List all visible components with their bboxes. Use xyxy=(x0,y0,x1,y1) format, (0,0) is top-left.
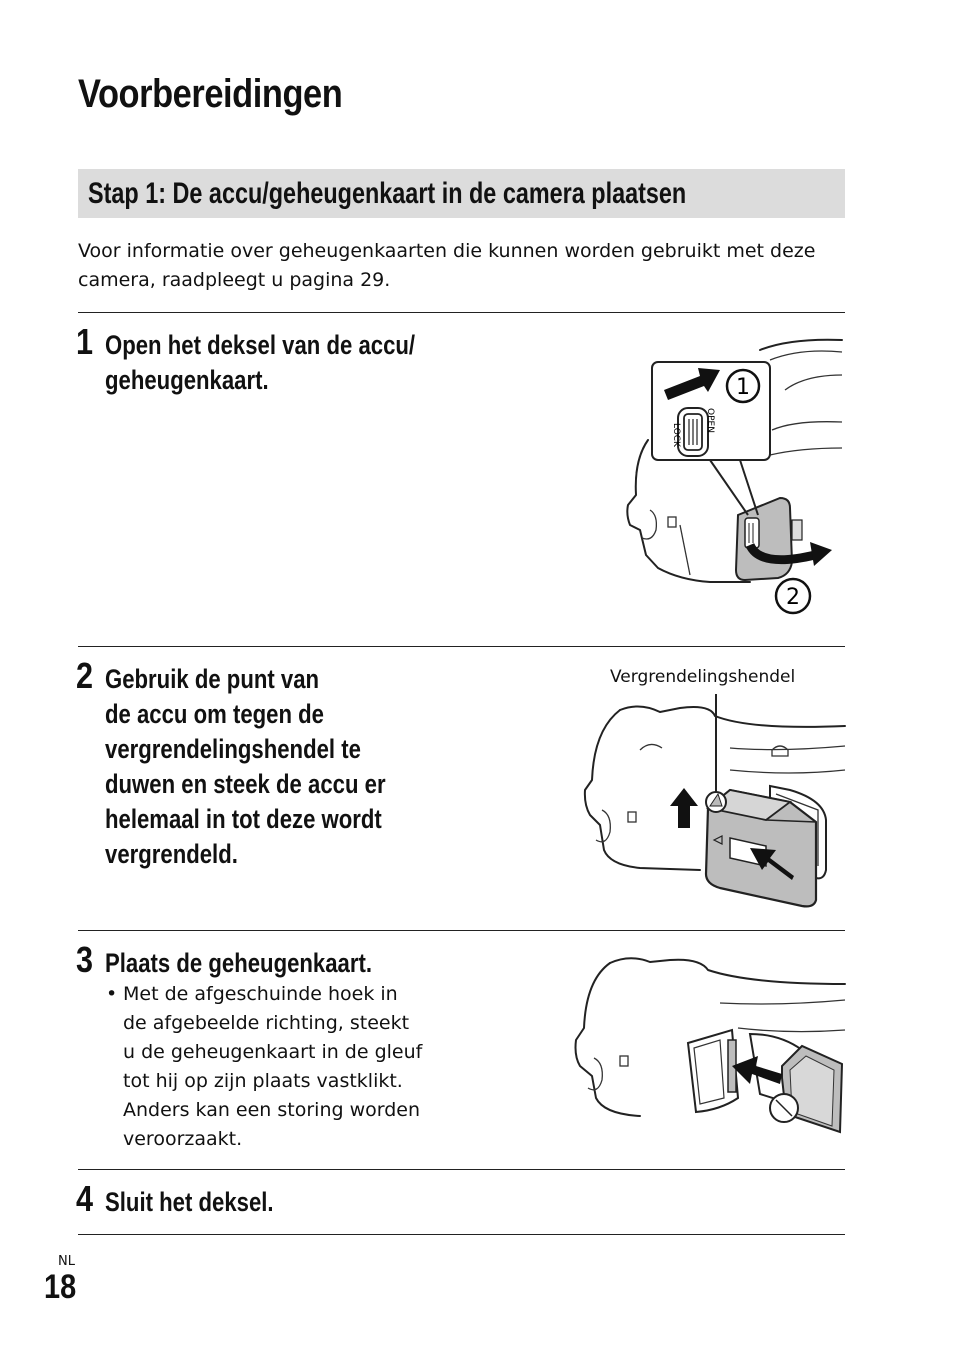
bullet-line: de afgebeelde richting, steekt xyxy=(123,1012,410,1034)
switch-label-open: OPEN xyxy=(705,408,715,433)
camera-button xyxy=(772,746,788,756)
camera-outline xyxy=(738,1028,845,1032)
bullet-line: tot hij op zijn plaats vastklikt. xyxy=(123,1070,403,1092)
bullet-line: Anders kan een storing worden xyxy=(123,1099,421,1121)
callout-number-2-text: 2 xyxy=(786,585,800,610)
compartment-inner xyxy=(694,1040,724,1104)
camera-detail xyxy=(628,812,636,822)
step-4-instruction: Sluit het deksel. xyxy=(105,1187,274,1217)
lens-ring xyxy=(785,375,842,390)
step-1-line: Open het deksel van de accu/ xyxy=(105,330,416,360)
camera-outline xyxy=(610,958,845,984)
step-4-number: 4 xyxy=(76,1178,94,1219)
lens-ring xyxy=(772,422,842,430)
switch-label-lock: LOCK xyxy=(671,423,681,447)
step-2-instruction xyxy=(105,662,386,872)
intro-paragraph: Voor informatie over geheugenkaarten die kunnen worden gebruikt met deze camera, raadpleegt u pagina 29. xyxy=(78,240,816,291)
step-1-instruction xyxy=(105,328,415,398)
lens-ring xyxy=(770,351,842,360)
page-number: 18 xyxy=(44,1268,77,1306)
page-title: Voorbereidingen xyxy=(78,72,343,116)
step-2-line: de accu om tegen de xyxy=(105,699,325,729)
step-1-number: 1 xyxy=(76,321,94,362)
step-2-number: 2 xyxy=(76,655,94,696)
callout-number-1-text: 1 xyxy=(736,375,750,400)
camera-outline xyxy=(730,770,845,773)
step-2-line: vergrendelingshendel te xyxy=(105,734,361,764)
camera-outline xyxy=(680,525,690,575)
lock-lever-label: Vergrendelingshendel xyxy=(610,667,796,687)
step-2-line: duwen en steek de accu er xyxy=(105,769,386,799)
lens-ring xyxy=(770,448,842,455)
camera-detail xyxy=(620,1056,628,1066)
strap-lug xyxy=(596,810,610,842)
divider xyxy=(78,646,845,647)
bullet-line: u de geheugenkaart in de gleuf xyxy=(123,1041,423,1063)
divider xyxy=(78,1234,845,1235)
bullet-line: veroorzaakt. xyxy=(123,1128,243,1150)
divider xyxy=(78,1169,845,1170)
divider xyxy=(78,312,845,313)
door-hinge xyxy=(792,520,802,540)
camera-outline xyxy=(620,706,845,726)
push-up-arrow xyxy=(670,788,698,828)
divider xyxy=(78,930,845,931)
bullet-dot: • xyxy=(106,983,118,1005)
camera-outline xyxy=(627,440,750,582)
step-3-instruction: Plaats de geheugenkaart. xyxy=(105,948,373,978)
section-header xyxy=(78,169,845,218)
camera-outline xyxy=(640,744,662,750)
step-3-number: 3 xyxy=(76,939,94,980)
step-1-line: geheugenkaart. xyxy=(105,365,269,395)
step-2-line: vergrendeld. xyxy=(105,839,238,869)
camera-outline xyxy=(576,963,641,1116)
step-3-illustration xyxy=(570,948,850,1138)
bullet-line: Met de afgeschuinde hoek in xyxy=(123,983,398,1005)
step-3-bullet xyxy=(106,980,466,1154)
lock-switch xyxy=(745,518,759,548)
section-title: Stap 1: De accu/geheugenkaart in de camera plaatsen xyxy=(88,177,687,210)
step-2-line: Gebruik de punt van xyxy=(105,664,320,694)
camera-outline xyxy=(720,1000,845,1004)
language-code: NL xyxy=(58,1254,75,1269)
open-arrowhead xyxy=(810,542,832,566)
strap-lug xyxy=(642,510,656,539)
step-2-line: helemaal in tot deze wordt xyxy=(105,804,382,834)
step-1-illustration xyxy=(600,330,850,630)
step-2-illustration xyxy=(580,690,850,915)
camera-outline xyxy=(760,340,842,350)
camera-detail xyxy=(668,517,676,527)
